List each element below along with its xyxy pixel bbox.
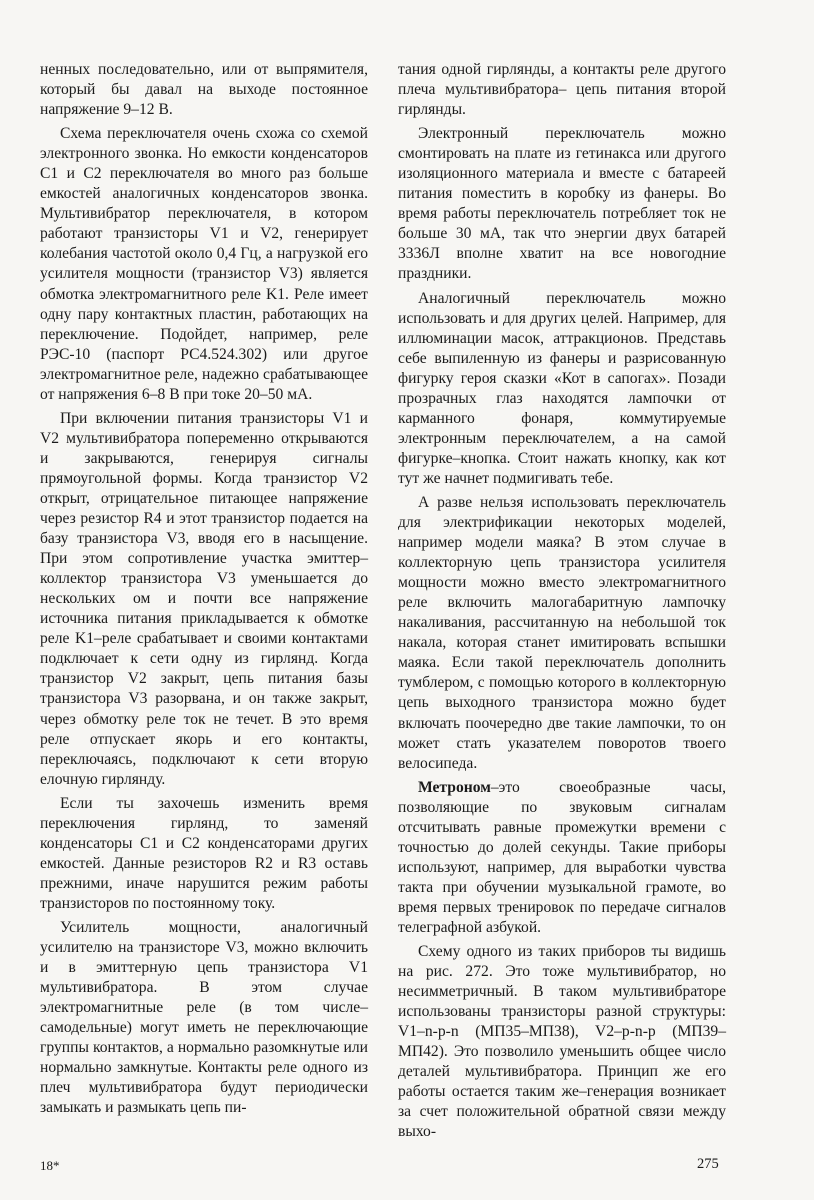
paragraph: Усилитель мощности, аналогичный усилителю на транзисторе V3, можно включить и в эмиттерную цепь транзистора V1 мультивибратора. В этом случае электромагнитные реле (в том числе–самодельные) могут иметь не переключающие группы контактов, а нормально разомкнутые или нормально замкнутые. Контакты реле одного из плеч мультивибратора будут периодически замыкать и размыкать цепь пи- [40, 918, 368, 1117]
paragraph: ненных последовательно, или от выпрямителя, который бы давал на выходе постоянное напряжение 9–12 В. [40, 61, 368, 119]
metronome-definition: –это своеобразные часы, позволяющие по звуковым сигналам отсчитывать равные промежутки времени с точностью до долей секунды. Такие приборы используют, например, для выработки чувства такта при обучении музыкальной грамоте, во время первых тренировок по передаче сигналов телеграфной азбукой. [398, 778, 726, 936]
paragraph: Схема переключателя очень схожа со схемой электронного звонка. Но емкости конденсаторов C1 и C2 переключателя во много раз больше емкостей аналогичных конденсаторов звонка. Мультивибратор переключателя, в котором работают транзисторы V1 и V2, генерирует колебания частотой около 0,4 Гц, а нагрузкой его усилителя мощности (транзистор V3) является обмотка электромагнитного реле K1. Реле имеет одну пару контактных пластин, работающих на переключение. Подойдет, например, реле РЭС-10 (паспорт РС4.524.302) или другое электромагнитное реле, надежно срабатывающее от напряжения 6–8 В при токе 20–50 мА. [40, 125, 368, 403]
paragraph: При включении питания транзисторы V1 и V2 мультивибратора попеременно открываются и закрываются, генерируя сигналы прямоугольной формы. Когда транзистор V2 открыт, отрицательное питающее напряжение через резистор R4 и этот транзистор подается на базу транзистора V3, вводя его в насыщение. При этом сопротивление участка эмиттер–коллектор транзистора V3 уменьшается до нескольких ом и почти все напряжение источника питания прикладывается к обмотке реле K1–реле срабатывает и своими контактами подключает к сети одну из гирлянд. Когда транзистор V2 закрыт, цепь питания базы транзистора V3 разорвана, и он также закрыт, через обмотку реле ток не течет. В это время реле отпускает якорь и его контакты, переключаясь, подключают к сети вторую елочную гирлянду. [40, 409, 368, 788]
paragraph: Схему одного из таких приборов ты видишь на рис. 272. Это тоже мультивибратор, но несимметричный. В таком мультивибраторе использованы транзисторы разной структуры: V1–n-p-n (МП35–МП38), V2–p-n-p (МП39–МП42). Это позволило уменьшить общее число деталей мультивибратора. Принцип же его работы остается таким же–генерация возникает за счет положительной обратной связи между выхо- [398, 943, 726, 1141]
paragraph: Аналогичный переключатель можно использовать и для других целей. Например, для иллюминации масок, аттракционов. Представь себе выпиленную из фанеры и разрисованную фигурку героя сказки «Кот в сапогах». Позади прозрачных глаз находятся лампочки от карманного фонаря, коммутируемые электронным переключателем, а на самой фигурке–кнопка. Стоит нажать кнопку, как кот тут же начнет подмигивать тебе. [398, 289, 726, 487]
metronome-term: Метроном [418, 778, 491, 796]
right-text-column [398, 60, 726, 1146]
paragraph: А разве нельзя использовать переключатель для электрификации некоторых моделей, например модели маяка? В этом случае в коллекторную цепь транзистора усилителя мощности можно вместо электромагнитного реле включить малогабаритную лампочку накаливания, рассчитанную на небольшой ток накала, которая станет имитировать вспышки маяка. Если такой переключатель дополнить тумблером, с помощью которого в коллекторную цепь выходного транзистора можно будет включать поочередно две такие лампочки, то он может стать указателем поворотов твоего велосипеда. [398, 493, 726, 772]
page-number: 275 [697, 1156, 719, 1172]
paragraph: тания одной гирлянды, а контакты реле другого плеча мультивибратора– цепь питания второй гирлянды. [398, 61, 726, 119]
left-text-column [40, 60, 368, 1122]
paragraph-metronome [398, 778, 726, 938]
paragraph: Электронный переключатель можно смонтировать на плате из гетинакса или другого изоляционного материала и вместе с батареей питания поместить в коробку из фанеры. Во время работы переключатель потребляет ток не больше 30 мА, так что энергии двух батарей 3336Л вполне хватит на все новогодние праздники. [398, 125, 726, 283]
paragraph: Если ты захочешь изменить время переключения гирлянд, то заменяй конденсаторы C1 и C2 конденсаторами других емкостей. Данные резисторов R2 и R3 оставь прежними, иначе нарушится режим работы транзисторов по постоянному току. [40, 794, 368, 912]
signature-mark: 18* [40, 1158, 60, 1173]
